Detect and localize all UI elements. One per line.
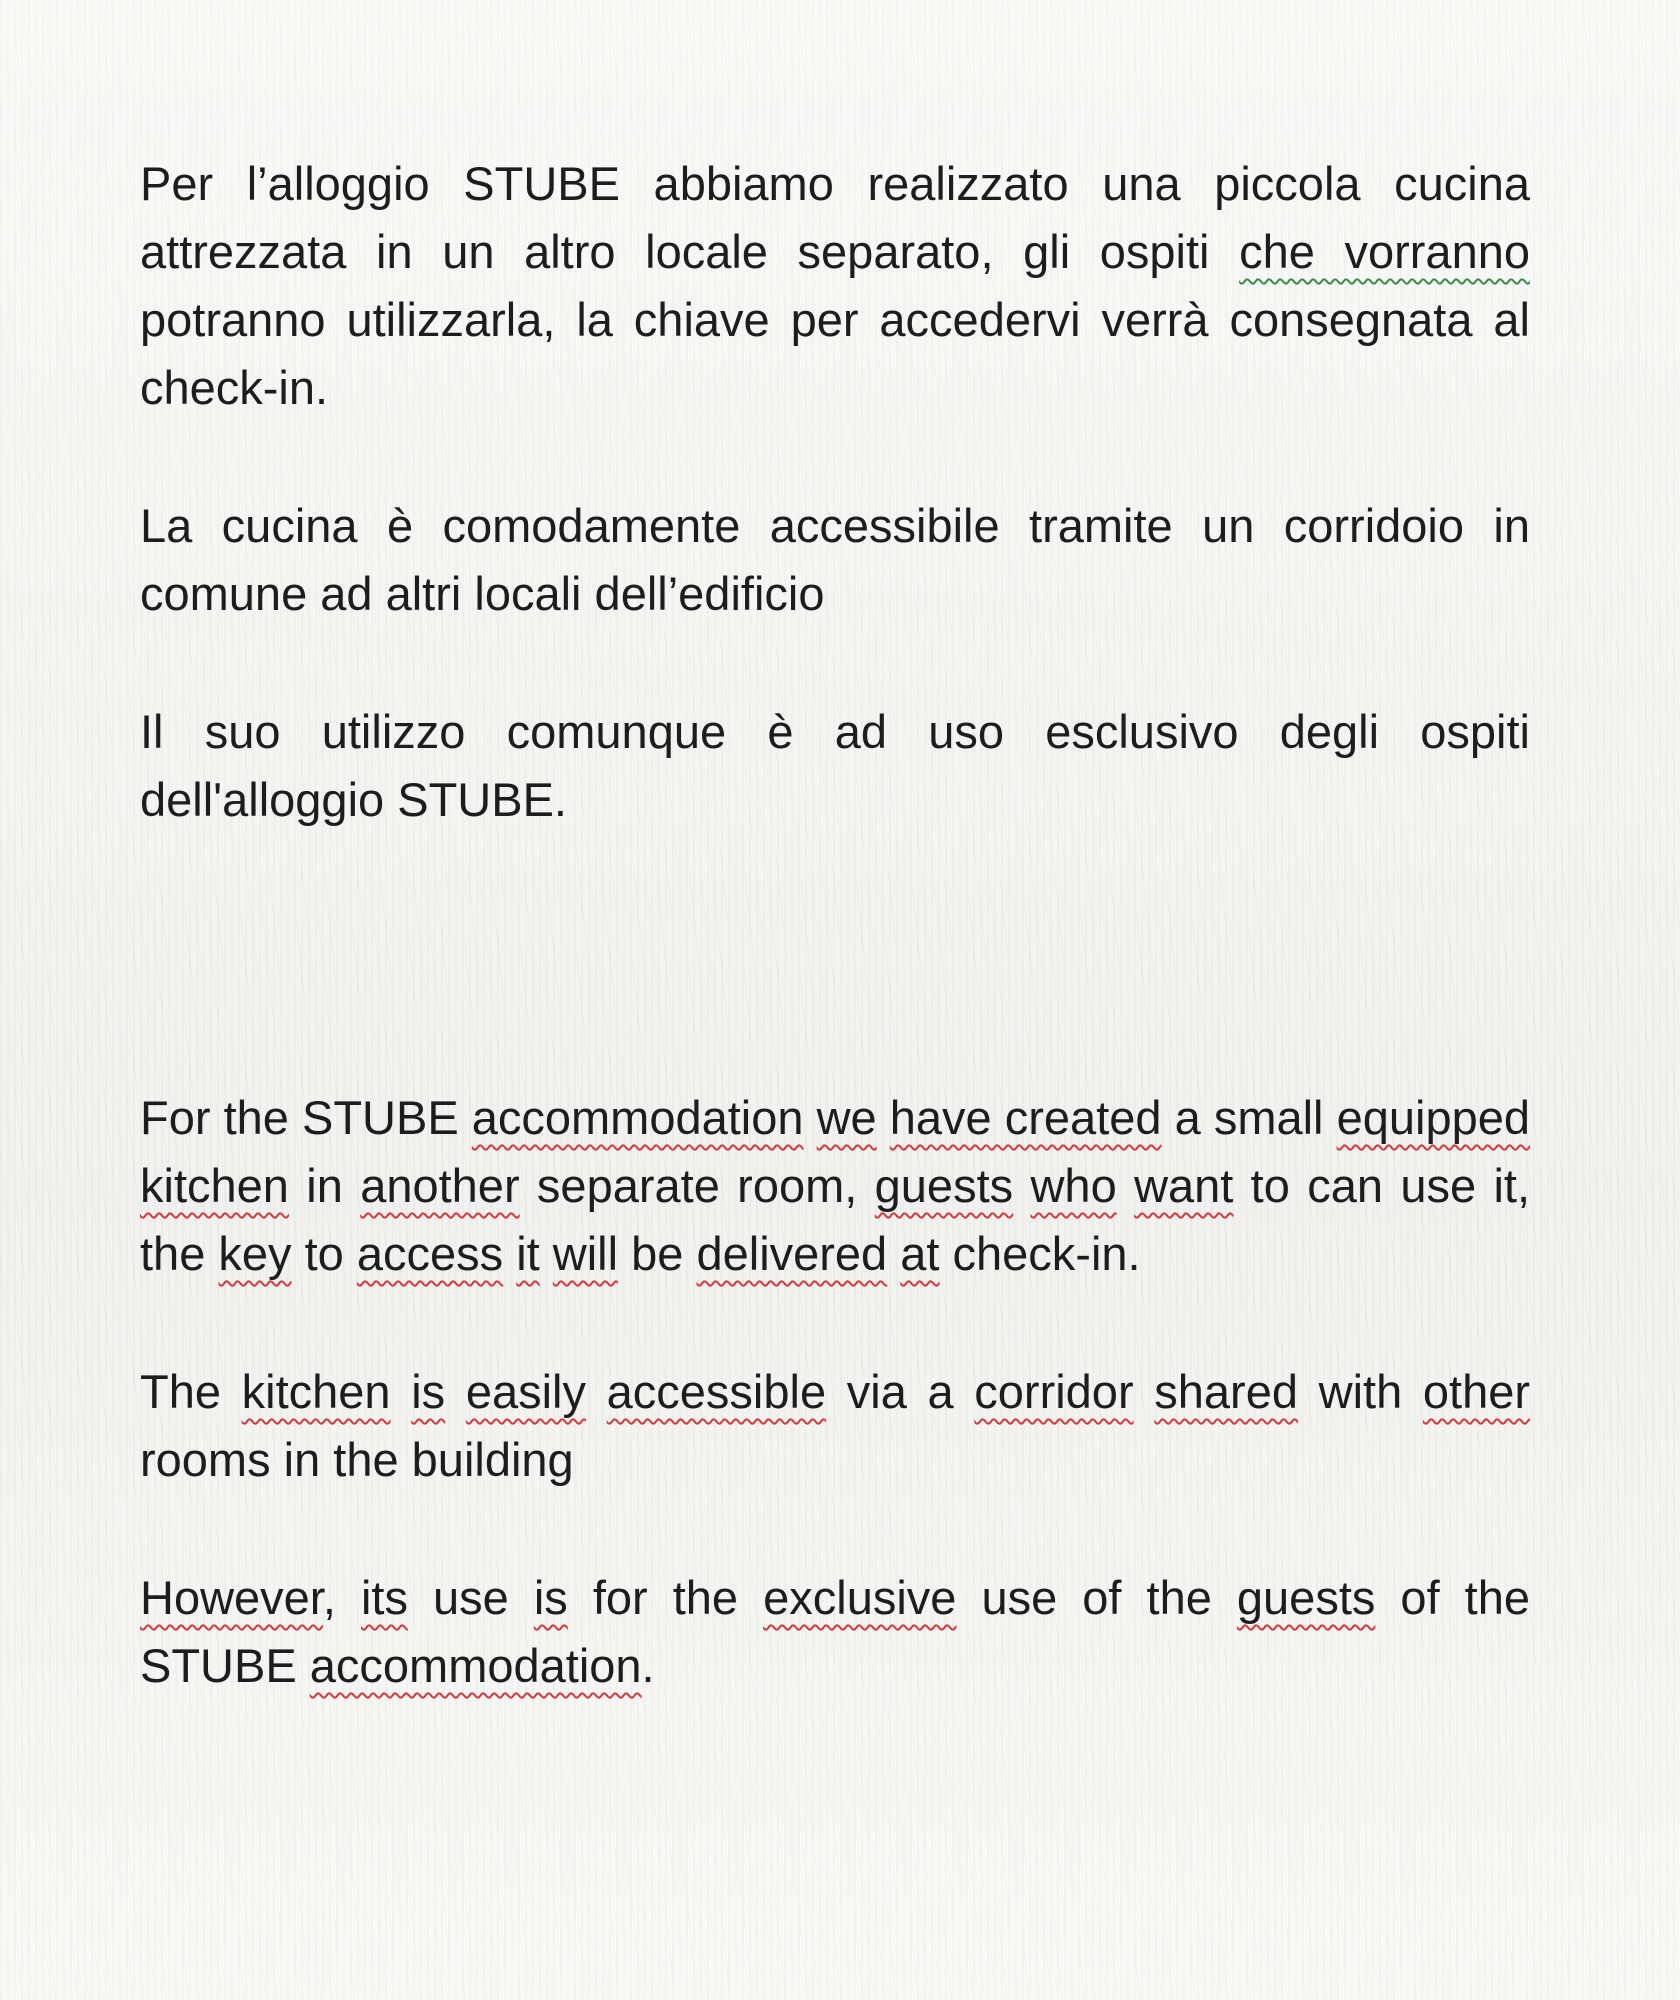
text-run: potranno utilizzarla, la chiave per accedervi verrà consegnata al check-in. [140, 293, 1530, 414]
text-run [445, 1365, 466, 1418]
grammar-marked-text: che vorranno [1239, 225, 1530, 278]
text-run [503, 1227, 516, 1280]
spellcheck-marked-word: at [900, 1227, 940, 1280]
text-run [586, 1365, 607, 1418]
spellcheck-marked-word: want [1134, 1159, 1234, 1212]
text-run: check-in. [939, 1227, 1141, 1280]
spellcheck-marked-word: will [552, 1227, 619, 1280]
text-run [1134, 1365, 1155, 1418]
text-run: use [407, 1571, 534, 1624]
text-run: with [1297, 1365, 1423, 1418]
english-paragraph-3 [140, 1564, 1530, 1700]
spellcheck-marked-word: delivered [696, 1227, 888, 1280]
spellcheck-marked-word: other [1422, 1365, 1531, 1418]
text-run: The [140, 1365, 242, 1418]
text-run [540, 1227, 553, 1280]
spellcheck-marked-word: However [140, 1571, 323, 1624]
spellcheck-marked-word: accessible [606, 1365, 827, 1418]
spellcheck-marked-word: accommodation [309, 1639, 642, 1692]
english-paragraph-2 [140, 1358, 1530, 1494]
text-run: to can use it, the [140, 1159, 1531, 1280]
english-paragraph-1 [140, 1084, 1530, 1288]
text-run: use of the [956, 1571, 1237, 1624]
text-run: , [322, 1571, 361, 1624]
text-run [804, 1091, 817, 1144]
text-run: . [641, 1639, 655, 1692]
text-run: be [618, 1227, 697, 1280]
spellcheck-marked-word: have created [889, 1091, 1162, 1144]
text-run: rooms in the building [140, 1433, 574, 1486]
spellcheck-marked-word: guests [1236, 1571, 1376, 1624]
spellcheck-marked-word: key [218, 1227, 292, 1280]
text-run: separate room, [519, 1159, 875, 1212]
spellcheck-marked-word: exclusive [763, 1571, 957, 1624]
text-run [391, 1365, 412, 1418]
text-run [877, 1091, 890, 1144]
spellcheck-marked-word: its [360, 1571, 408, 1624]
spellcheck-marked-word: kitchen [241, 1365, 391, 1418]
spellcheck-marked-word: equipped [1336, 1091, 1530, 1144]
text-run: via a [826, 1365, 975, 1418]
text-run [887, 1227, 900, 1280]
text-run: Per l’alloggio STUBE abbiamo realizzato una piccola cucina attrezzata in un altro locale separato, gli ospiti [140, 157, 1530, 278]
italian-paragraph-1 [140, 150, 1530, 422]
spellcheck-marked-word: we [816, 1091, 877, 1144]
spellcheck-marked-word: shared [1154, 1365, 1298, 1418]
spellcheck-marked-word: who [1030, 1159, 1117, 1212]
text-run [1013, 1159, 1030, 1212]
spellcheck-marked-word: is [411, 1365, 446, 1418]
spellcheck-marked-word: corridor [974, 1365, 1134, 1418]
italian-paragraph-2: La cucina è comodamente accessibile tramite un corridoio in comune ad altri locali dell’edificio [140, 499, 1530, 620]
spellcheck-marked-word: accommodation [471, 1091, 804, 1144]
text-run: a small [1161, 1091, 1337, 1144]
text-run: in [288, 1159, 361, 1212]
spellcheck-marked-word: another [360, 1159, 520, 1212]
italian-paragraph-3: Il suo utilizzo comunque è ad uso esclusivo degli ospiti dell'alloggio STUBE. [140, 705, 1530, 826]
text-run: for the [567, 1571, 764, 1624]
text-run [1117, 1159, 1134, 1212]
spellcheck-marked-word: it [516, 1227, 540, 1280]
text-run: of the STUBE [140, 1571, 1531, 1692]
spellcheck-marked-word: guests [874, 1159, 1014, 1212]
spellcheck-marked-word: kitchen [140, 1159, 289, 1212]
text-run: For the STUBE [140, 1091, 472, 1144]
spellcheck-marked-word: access [356, 1227, 504, 1280]
text-run: to [291, 1227, 357, 1280]
spellcheck-marked-word: easily [465, 1365, 586, 1418]
spellcheck-marked-word: is [533, 1571, 568, 1624]
document-body [140, 150, 1530, 1700]
